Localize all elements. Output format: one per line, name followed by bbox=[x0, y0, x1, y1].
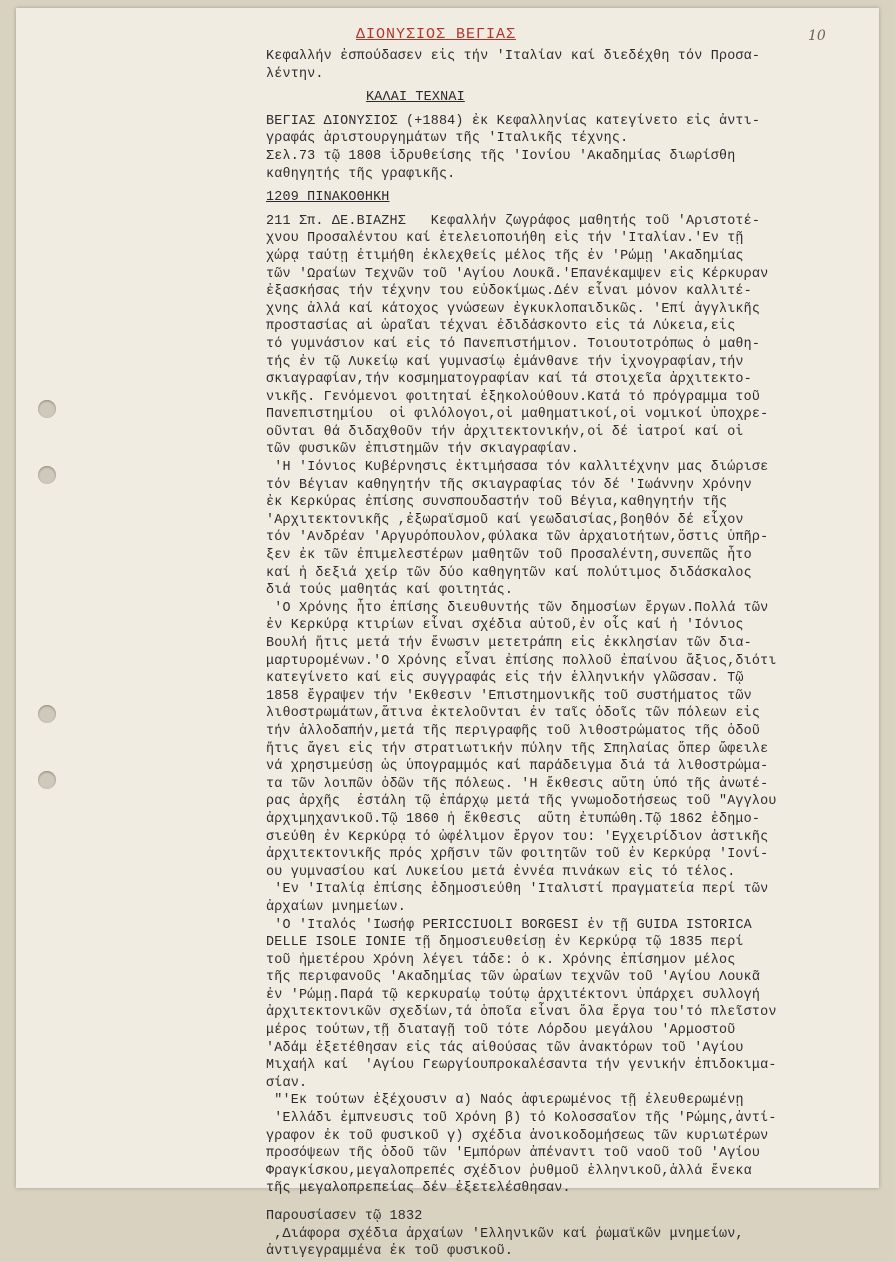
text-line: τό γυμνάσιον καί εἰς τό Πανεπιστήμιον. Τοιουτοτρόπως ὁ μαθη- bbox=[266, 336, 761, 352]
text-line: ἀρχιτεκτονικῶν σχεδίων,τά ὁποῖα εἶναι ὅλα ἔργα του'τό πλεῖστον bbox=[266, 1005, 777, 1021]
text-line: Σελ.73 τῷ 1808 ἱδρυθείσης τῆς 'Ιονίου 'Ακαδημίας διωρίσθη bbox=[266, 148, 736, 164]
text-line: σίαν. bbox=[266, 1075, 308, 1091]
text-line: 'Ελλάδι ἐμπνευσις τοῦ Χρόνη β) τό Κολοσσαῖον τῆς 'Ρώμης,ἀντί- bbox=[266, 1111, 777, 1127]
text-line: λιθοστρωμάτων,ἅτινα ἐκτελοῦνται ἐν ταῖς ὁδοῖς τῶν πόλεων εἰς bbox=[266, 706, 761, 722]
text-line: ἐκ Κερκύρας ἐπίσης συνσπουδαστήν τοῦ Βέγια,καθηγητήν τῆς bbox=[266, 495, 728, 511]
text-line: "'Εκ τούτων ἐξέχουσιν α) Ναός ἀφιερωμένος τῇ ἐλευθερωμένῃ bbox=[266, 1093, 744, 1109]
section-heading-fine-arts: ΚΑΛΑΙ ΤΕΧΝΑΙ bbox=[366, 90, 465, 106]
text-line: ου γυμνασίου καί Λυκείου μετά ἐννέα πινάκων εἰς τό τέλος. bbox=[266, 864, 736, 880]
text-line: χνου Προσαλέντου καί ἐτελειοποιήθη εἰς τήν 'Ιταλίαν.'Εν τῇ bbox=[266, 231, 744, 247]
intro-paragraph bbox=[266, 48, 862, 83]
document-body bbox=[266, 48, 862, 1261]
header-title: ΔΙΟΝΥΣΙΟΣ ΒΕΓΙΑΣ bbox=[356, 26, 517, 43]
text-line: 'Εν 'Ιταλίᾳ ἐπίσης ἐδημοσιεύθη 'Ιταλιστί πραγματεία περί τῶν bbox=[266, 882, 769, 898]
text-line: σιεύθη ἐν Κερκύρᾳ τό ὠφέλιμον ἔργον του: 'Εγχειρίδιον ἀστικῆς bbox=[266, 829, 769, 845]
text-line: καί ἡ δεξιά χείρ τῶν δύο καθηγητῶν καί πολύτιμος διδάσκαλος bbox=[266, 565, 752, 581]
text-line: ρας ἀρχῆς ἐστάλη τῷ ἐπάρχῳ μετά τῆς γνωμοδοτήσεως τοῦ "Αγγλου bbox=[266, 794, 777, 810]
text-line: ἀρχιτεκτονικῆς πρός χρῆσιν τῶν φοιτητῶν τοῦ ἐν Κερκύρᾳ 'Ιονί- bbox=[266, 847, 769, 863]
document-page bbox=[16, 8, 879, 1260]
text-line: διά τούς μαθητάς καί φοιτητάς. bbox=[266, 583, 514, 599]
text-line: Μιχαήλ καί 'Αγίου Γεωργίουπροκαλέσαντα τήν γενικήν ἐπιδοκιμα- bbox=[266, 1058, 777, 1074]
text-line: σκιαγραφίαν,τήν κοσμηματογραφίαν καί τά στοιχεῖα ἀρχιτεκτο- bbox=[266, 372, 752, 388]
text-line: γραφον ἐκ τοῦ φυσικοῦ γ) σχέδια ἀνοικοδομήσεως τῶν κυριωτέρων bbox=[266, 1128, 769, 1144]
text-line: Βουλή ἥτις μετά τήν ἕνωσιν μετετράπη εἰς ἐκκλησίαν τῶν δια- bbox=[266, 636, 752, 651]
text-line: τήν ἀλλοδαπήν,μετά τῆς περιγραφῆς τοῦ λιθοστρώματος τῆς ὁδοῦ bbox=[266, 723, 761, 739]
text-line: Παρουσίασεν τῷ 1832 bbox=[266, 1209, 423, 1224]
text-line: 1858 ἔγραψεν τήν 'Εκθεσιν 'Επιστημονικῆς τοῦ συστήματος τῶν bbox=[266, 688, 752, 704]
section-heading-gallery: 1209 ΠΙΝΑΚΟΘΗΚΗ bbox=[266, 190, 390, 206]
text-line: τής ἐν τῷ Λυκείῳ καί γυμνασίῳ ἐμάνθανε τήν ἰχνογραφίαν,τήν bbox=[266, 354, 744, 370]
text-line: 'Αρχιτεκτονικῆς ,ἐξωραϊσμοῦ καί γεωδαισίας,βοηθόν δέ εἶχον bbox=[266, 512, 744, 528]
text-line: 'Ο Χρόνης ἦτο ἐπίσης διευθυντής τῶν δημοσίων ἔργων.Πολλά τῶν bbox=[266, 600, 769, 616]
text-line: λέντην. bbox=[266, 66, 324, 82]
text-line: Φραγκίσκου,μεγαλοπρεπές σχέδιον ῥυθμοῦ ἑλληνικοῦ,ἀλλά ἕνεκα bbox=[266, 1163, 752, 1179]
text-line: οῦνται θά διδαχθοῦν τήν ἀρχιτεκτονικήν,οἱ δέ ἰατροί καί οἱ bbox=[266, 424, 744, 440]
text-line: ἥτις ἄγει εἰς τήν στρατιωτικήν πύλην τῆς Σπηλαίας ὅπερ ὤφειλε bbox=[266, 741, 769, 757]
text-line: προσόψεων τῆς ὁδοῦ τῶν 'Εμπόρων ἀπέναντι τοῦ ναοῦ τοῦ 'Αγίου bbox=[266, 1146, 761, 1162]
main-entry bbox=[266, 213, 862, 1198]
text-line: ΒΕΓΙΑΣ ΔΙΟΝΥΣΙΟΣ (+1884) ἐκ Κεφαλληνίας κατεγίνετο εἰς ἀντι- bbox=[266, 113, 761, 129]
page-number: 10 bbox=[808, 28, 826, 44]
text-line: Πανεπιστημίου οἱ φιλόλογοι,οἱ μαθηματικοί,οἱ νομικοί ὑποχρε- bbox=[266, 407, 769, 423]
text-line: γραφάς ἀριστουργημάτων τῆς 'Ιταλικῆς τέχνης. bbox=[266, 131, 629, 147]
text-line: ξεν ἐκ τῶν ἐπιμελεστέρων μαθητῶν τοῦ Προσαλέντη,συνεπῶς ἦτο bbox=[266, 548, 752, 564]
punch-hole bbox=[38, 705, 56, 723]
text-line: ἐξασκήσας τήν τέχνην του εὐδοκίμως.Δέν εἶναι μόνον καλλιτέ- bbox=[266, 284, 752, 300]
text-line: ἀρχιμηχανικοῦ.Τῷ 1860 ἡ ἔκθεσις αὕτη ἐτυπώθη.Τῷ 1862 ἐδημο- bbox=[266, 811, 761, 827]
text-line: ἐν 'Ρώμῃ.Παρά τῷ κερκυραίῳ τούτῳ ἀρχιτέκτονι ὑπάρχει συλλογή bbox=[266, 987, 761, 1003]
text-line: τῶν 'Ωραίων Τεχνῶν τοῦ 'Αγίου Λουκᾶ.'Επανέκαμψεν εἰς Κέρκυραν bbox=[266, 266, 769, 282]
text-line: τόν Βέγιαν καθηγητήν τῆς σκιαγραφίας τόν δέ 'Ιωάννην Χρόνην bbox=[266, 477, 752, 493]
text-line: τῶν φυσικῶν ἐπιστημῶν τήν σκιαγραφίαν. bbox=[266, 442, 579, 458]
text-line: μαρτυρομένων.'Ο Χρόνης εἶναι ἐπίσης πολλοῦ ἐπαίνου ἄξιος,διότι bbox=[266, 653, 777, 669]
text-line: καθηγητής τῆς γραφικῆς. bbox=[266, 166, 456, 182]
text-line: χώρᾳ ταύτῃ ἐτιμήθη ἐκλεχθείς μέλος τῆς ἐν 'Ρώμῃ 'Ακαδημίας bbox=[266, 248, 744, 264]
text-line: τόν 'Ανδρέαν 'Αργυρόπουλον,φύλακα τῶν ἀρχαιοτήτων,ὅστις ὑπῆρ- bbox=[266, 530, 769, 546]
text-line: Κεφαλλήν ἐσπούδασεν εἰς τήν 'Ιταλίαν καί διεδέχθη τόν Προσα- bbox=[266, 49, 761, 64]
vegias-entry bbox=[266, 113, 862, 183]
text-line: μέρος τούτων,τῇ διαταγῇ τοῦ τότε Λόρδου μεγάλου 'Αρμοστοῦ bbox=[266, 1023, 736, 1039]
punch-hole bbox=[38, 466, 56, 484]
text-line: τοῦ ἡμετέρου Χρόνη λέγει τάδε: ὁ κ. Χρόνης ἐπίσημον μέλος bbox=[266, 952, 736, 968]
text-line: DELLE ISOLE IONIE τῇ δημοσιευθείσῃ ἐν Κερκύρᾳ τῷ 1835 περί bbox=[266, 935, 744, 951]
punch-hole bbox=[38, 400, 56, 418]
text-line: 'Αδάμ ἐξετέθησαν εἰς τάς αἰθούσας τῶν ἀνακτόρων τοῦ 'Αγίου bbox=[266, 1040, 744, 1056]
text-line: 'Η 'Ιόνιος Κυβέρνησις ἐκτιμήσασα τόν καλλιτέχνην μας διώρισε bbox=[266, 460, 769, 476]
text-line: τα τῶν λοιπῶν ὁδῶν τῆς πόλεως. 'Η ἔκθεσις αὕτη ὑπό τῆς ἀνωτέ- bbox=[266, 776, 769, 792]
text-line: νικῆς. Γενόμενοι φοιτηταί ἐξηκολούθουν.Κατά τό πρόγραμμα τοῦ bbox=[266, 389, 761, 405]
closing-entry bbox=[266, 1208, 862, 1261]
text-line: τῆς περιφανοῦς 'Ακαδημίας τῶν ὡραίων τεχνῶν τοῦ 'Αγίου Λουκᾶ bbox=[266, 970, 761, 986]
text-line: κατεγίνετο καί εἰς συγγραφάς εἰς τήν ἑλληνικήν γλῶσσαν. Τῷ bbox=[266, 671, 744, 687]
text-line: 'Ο 'Ιταλός 'Ιωσήφ PERICCIUOLI BORGESI ἐν τῇ GUIDA ISTORICA bbox=[266, 917, 752, 933]
text-line: ἀρχαίων μνημείων. bbox=[266, 899, 407, 915]
text-line: χνης ἀλλά καί κάτοχος γνώσεων ἐγκυκλοπαιδικῶς. 'Επί ἀγγλικῆς bbox=[266, 301, 761, 317]
text-line: 211 Σπ. ΔΕ.ΒΙΑΖΗΣ Κεφαλλήν ζωγράφος μαθητής τοῦ 'Αριστοτέ- bbox=[266, 213, 761, 229]
text-line: ἐν Κερκύρᾳ κτιρίων εἶναι σχέδια αὐτοῦ,ἐν οἷς καί ἡ 'Ιόνιος bbox=[266, 618, 744, 634]
text-line: προστασίας αἱ ὡραῖαι τέχναι ἐδιδάσκοντο εἰς τά Λύκεια,εἰς bbox=[266, 319, 736, 335]
text-line: τῆς μεγαλοπρεπείας δέν ἐξετελέσθησαν. bbox=[266, 1181, 571, 1197]
text-line: ,Διάφορα σχέδια ἀρχαίων 'Ελληνικῶν καί ῥωμαϊκῶν μνημείων, bbox=[266, 1226, 744, 1242]
punch-hole bbox=[38, 771, 56, 789]
text-line: νά χρησιμεύσῃ ὡς ὑπογραμμός καί παράδειγμα διά τά λιθοστρώμα- bbox=[266, 759, 769, 775]
text-line: ἀντιγεγραμμένα ἐκ τοῦ φυσικοῦ. bbox=[266, 1244, 514, 1260]
